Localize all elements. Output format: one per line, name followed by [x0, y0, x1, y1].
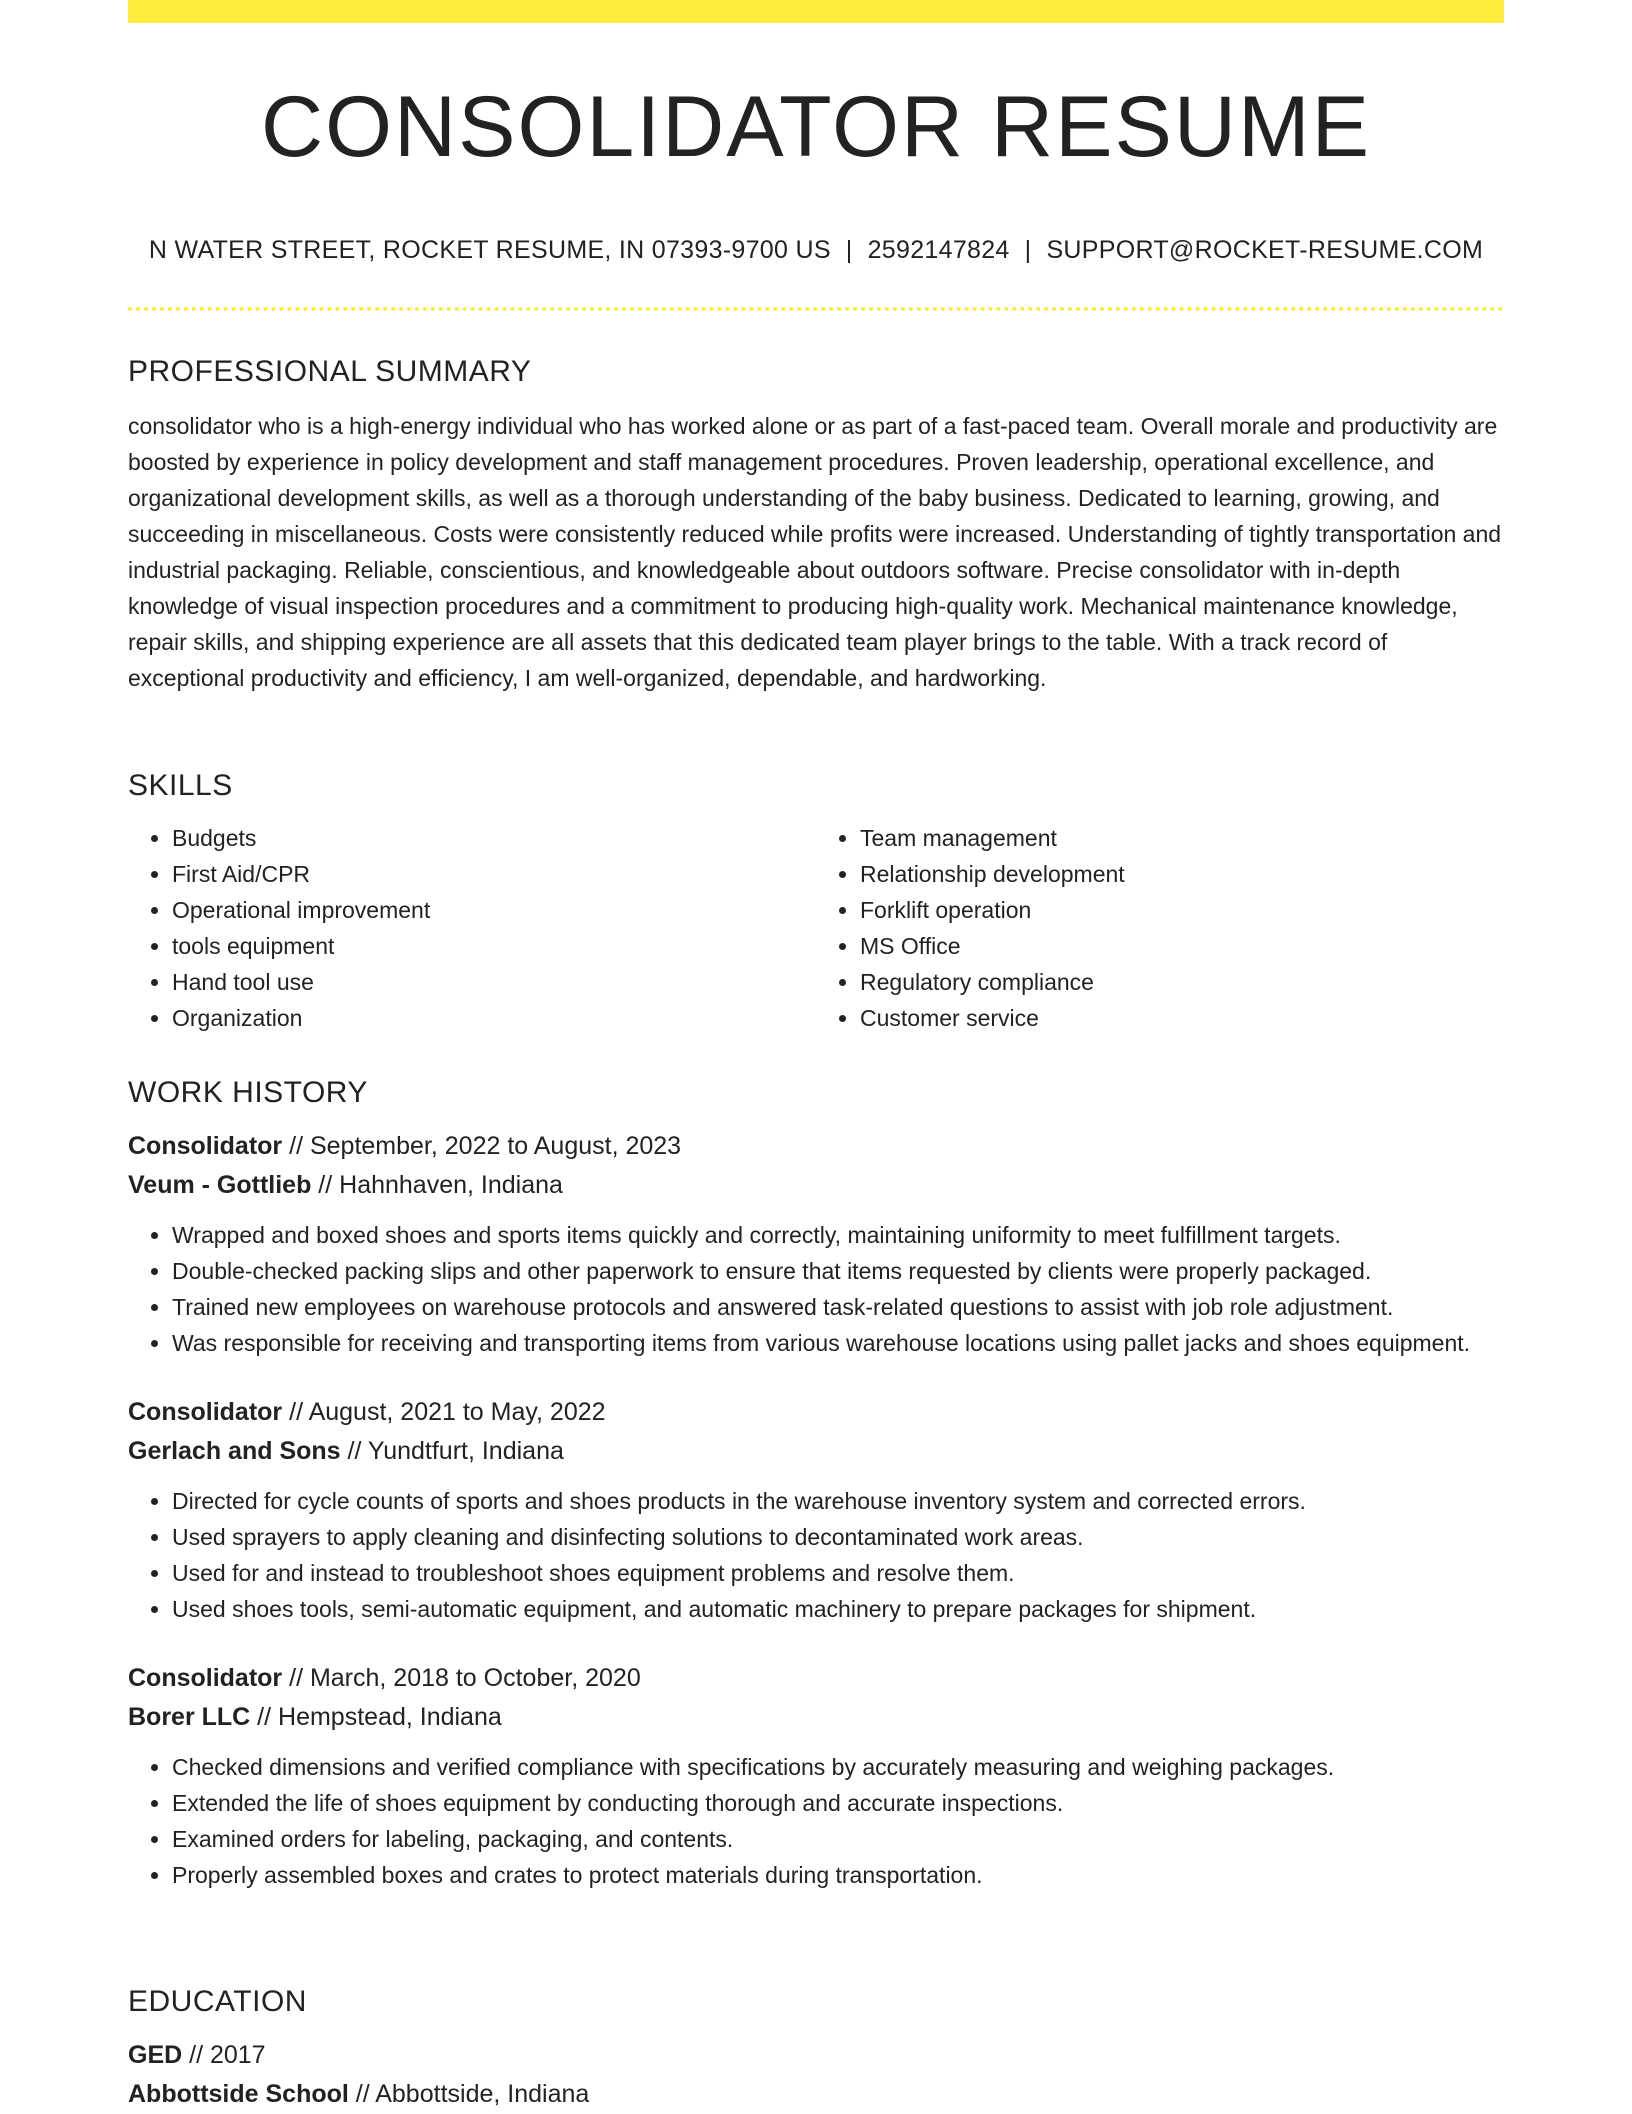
job-bullets [128, 1483, 1504, 1627]
skills-columns [128, 820, 1504, 1036]
job-company: Borer LLC [128, 1703, 251, 1731]
school-name: Abbottside School [128, 2080, 349, 2108]
job-bullet: • Used sprayers to apply cleaning and disinfecting solutions to decontaminated work areas. [172, 1519, 1504, 1555]
job-bullet: • Wrapped and boxed shoes and sports items quickly and correctly, maintaining uniformity to meet fulfillment targets. [172, 1217, 1504, 1253]
job-entry [128, 1393, 1504, 1627]
education-entry [128, 2036, 1504, 2114]
job-bullet: • Properly assembled boxes and crates to protect materials during transportation. [172, 1857, 1504, 1893]
skills-list-right [816, 820, 1504, 1036]
skills-section [128, 769, 1504, 1036]
job-entry [128, 1127, 1504, 1361]
skill-item: • Customer service [860, 1000, 1504, 1036]
skill-item: • MS Office [860, 928, 1504, 964]
school-location: // Abbottside, Indiana [348, 2080, 590, 2108]
job-dates: // September, 2022 to August, 2023 [282, 1132, 682, 1160]
job-bullet: • Trained new employees on warehouse protocols and answered task-related questions to assist with job role adjustment. [172, 1289, 1504, 1325]
contact-separator: | [1024, 236, 1032, 264]
degree-year: // 2017 [182, 2041, 266, 2069]
job-company: Veum - Gottlieb [128, 1171, 312, 1199]
job-bullets [128, 1749, 1504, 1893]
job-bullet: • Used shoes tools, semi-automatic equipment, and automatic machinery to prepare packages for shipment. [172, 1591, 1504, 1627]
section-heading: PROFESSIONAL SUMMARY [128, 355, 532, 388]
job-company: Gerlach and Sons [128, 1437, 341, 1465]
job-title: Consolidator [128, 1664, 283, 1692]
section-heading: WORK HISTORY [128, 1076, 368, 1109]
summary-section [128, 355, 1504, 696]
job-title-line [128, 1127, 1504, 1166]
skill-item: • Forklift operation [860, 892, 1504, 928]
skill-item: • Team management [860, 820, 1504, 856]
education-section [128, 1985, 1504, 2114]
section-heading: SKILLS [128, 769, 233, 802]
job-title-line [128, 1393, 1504, 1432]
job-company-line [128, 1432, 1504, 1471]
job-entry [128, 1659, 1504, 1893]
skill-item: • Hand tool use [172, 964, 816, 1000]
job-bullet: • Was responsible for receiving and transporting items from various warehouse locations using pallet jacks and shoes equipment. [172, 1325, 1504, 1361]
section-heading: EDUCATION [128, 1985, 307, 2018]
dotted-divider [128, 307, 1504, 311]
job-location: // Yundtfurt, Indiana [340, 1437, 564, 1465]
work-section [128, 1076, 1504, 1893]
skill-item: • Relationship development [860, 856, 1504, 892]
job-dates: // August, 2021 to May, 2022 [282, 1398, 606, 1426]
job-location: // Hempstead, Indiana [250, 1703, 502, 1731]
skill-item: • Operational improvement [172, 892, 816, 928]
skill-item: • Organization [172, 1000, 816, 1036]
degree-line [128, 2036, 1504, 2075]
job-title: Consolidator [128, 1398, 283, 1426]
job-bullets [128, 1217, 1504, 1361]
accent-bar [128, 0, 1504, 23]
degree: GED [128, 2041, 183, 2069]
job-title: Consolidator [128, 1132, 283, 1160]
job-company-line [128, 1166, 1504, 1205]
phone-text: 2592147824 [867, 236, 1010, 264]
job-bullet: • Checked dimensions and verified compliance with specifications by accurately measuring and weighing packages. [172, 1749, 1504, 1785]
job-bullet: • Examined orders for labeling, packaging, and contents. [172, 1821, 1504, 1857]
job-bullet: • Directed for cycle counts of sports and shoes products in the warehouse inventory system and corrected errors. [172, 1483, 1504, 1519]
job-bullet: • Double-checked packing slips and other paperwork to ensure that items requested by clients were properly packaged. [172, 1253, 1504, 1289]
job-title-line [128, 1659, 1504, 1698]
job-company-line [128, 1698, 1504, 1737]
address-text: N WATER STREET, ROCKET RESUME, IN 07393-9700 US [148, 236, 831, 264]
contact-line [128, 236, 1504, 265]
resume-title: CONSOLIDATOR RESUME [261, 79, 1371, 175]
job-dates: // March, 2018 to October, 2020 [282, 1664, 641, 1692]
skills-list-left [128, 820, 816, 1036]
summary-text: consolidator who is a high-energy individual who has worked alone or as part of a fast-paced team. Overall morale and productivity are boosted by experience in policy development and staff management procedures. Proven leadership, operational excellence, and organizational development skills, as well as a thorough understanding of the baby business. Dedicated to learning, growing, and succeeding in miscellaneous. Costs were consistently reduced while profits were increased. Understanding of tightly transportation and industrial packaging. Reliable, conscientious, and knowledgeable about outdoors software. Precise consolidator with in-depth knowledge of visual inspection procedures and a commitment to producing high-quality work. Mechanical maintenance knowledge, repair skills, and shipping experience are all assets that this dedicated team player brings to the table. With a track record of exceptional productivity and efficiency, I am well-organized, dependable, and hardworking. [128, 413, 1502, 691]
skill-item: • First Aid/CPR [172, 856, 816, 892]
skill-item: • Regulatory compliance [860, 964, 1504, 1000]
school-line [128, 2075, 1504, 2114]
skill-item: • Budgets [172, 820, 816, 856]
job-location: // Hahnhaven, Indiana [311, 1171, 563, 1199]
job-bullet: • Extended the life of shoes equipment by conducting thorough and accurate inspections. [172, 1785, 1504, 1821]
job-bullet: • Used for and instead to troubleshoot shoes equipment problems and resolve them. [172, 1555, 1504, 1591]
contact-separator: | [845, 236, 853, 264]
email-text: SUPPORT@ROCKET-RESUME.COM [1046, 236, 1484, 264]
skill-item: • tools equipment [172, 928, 816, 964]
